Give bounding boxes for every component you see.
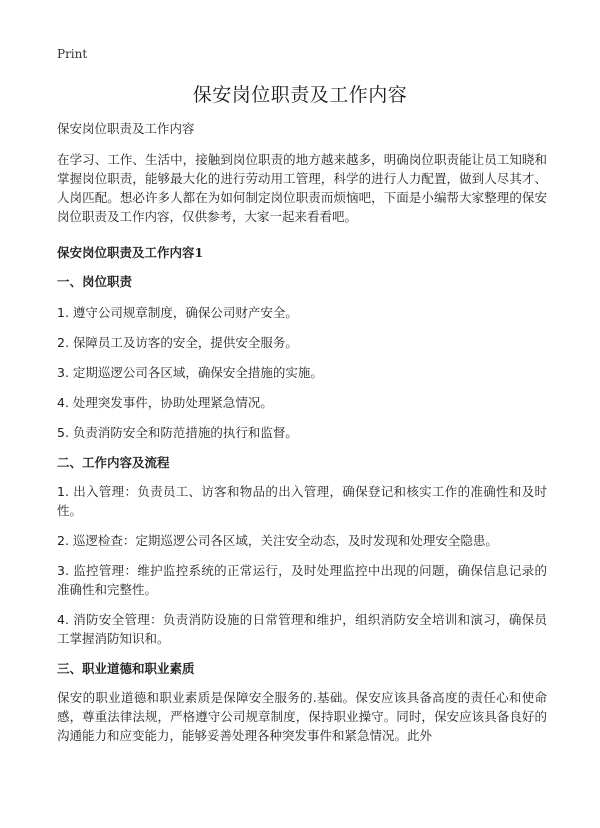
- document-title: 保安岗位职责及工作内容: [192, 84, 408, 106]
- section-heading-work: 二、工作内容及流程: [57, 455, 170, 470]
- duty-item: 1. 遵守公司规章制度，确保公司财产安全。: [57, 305, 298, 320]
- duty-item: 4. 处理突发事件，协助处理紧急情况。: [57, 395, 273, 410]
- ethics-paragraph: 保安的职业道德和职业素质是保障安全服务的.基础。保安应该具备高度的责任心和使命感，尊重法律法规，严格遵守公司规章制度，保持职业操守。同时，保安应该具备良好的沟通能力和应变能力，能够妥善处理各种突发事件和紧急情况。此外: [57, 690, 547, 743]
- work-item: 3. 监控管理：维护监控系统的正常运行，及时处理监控中出现的问题，确保信息记录的准确性和完整性。: [57, 563, 547, 597]
- document-body: [57, 119, 547, 756]
- print-label: Print: [57, 47, 88, 61]
- duty-item: 3. 定期巡逻公司各区域，确保安全措施的实施。: [57, 365, 323, 380]
- duty-item: 2. 保障员工及访客的安全，提供安全服务。: [57, 335, 298, 350]
- section-heading-ethics: 三、职业道德和职业素质: [57, 661, 195, 676]
- document-subtitle: 保安岗位职责及工作内容: [57, 121, 195, 136]
- section-heading-duties: 一、岗位职责: [57, 274, 133, 289]
- intro-paragraph: 在学习、工作、生活中，接触到岗位职责的地方越来越多，明确岗位职责能让员工知晓和掌握岗位职责，能够最大化的进行劳动用工管理，科学的进行人力配置，做到人尽其才、人岗匹配。想必许多人都在为如何制定岗位职责而烦恼吧，下面是小编帮大家整理的保安岗位职责及工作内容，仅供参考，大家一起来看看吧。: [57, 152, 547, 224]
- work-item: 1. 出入管理：负责员工、访客和物品的出入管理，确保登记和核实工作的准确性和及时性。: [57, 484, 547, 518]
- work-item: 2. 巡逻检查：定期巡逻公司各区域，关注安全动态，及时发现和处理安全隐患。: [57, 533, 498, 548]
- part-heading: 保安岗位职责及工作内容1: [57, 245, 204, 260]
- duty-item: 5. 负责消防安全和防范措施的执行和监督。: [57, 425, 298, 440]
- work-item: 4. 消防安全管理：负责消防设施的日常管理和维护，组织消防安全培训和演习，确保员工掌握消防知识和。: [57, 612, 547, 646]
